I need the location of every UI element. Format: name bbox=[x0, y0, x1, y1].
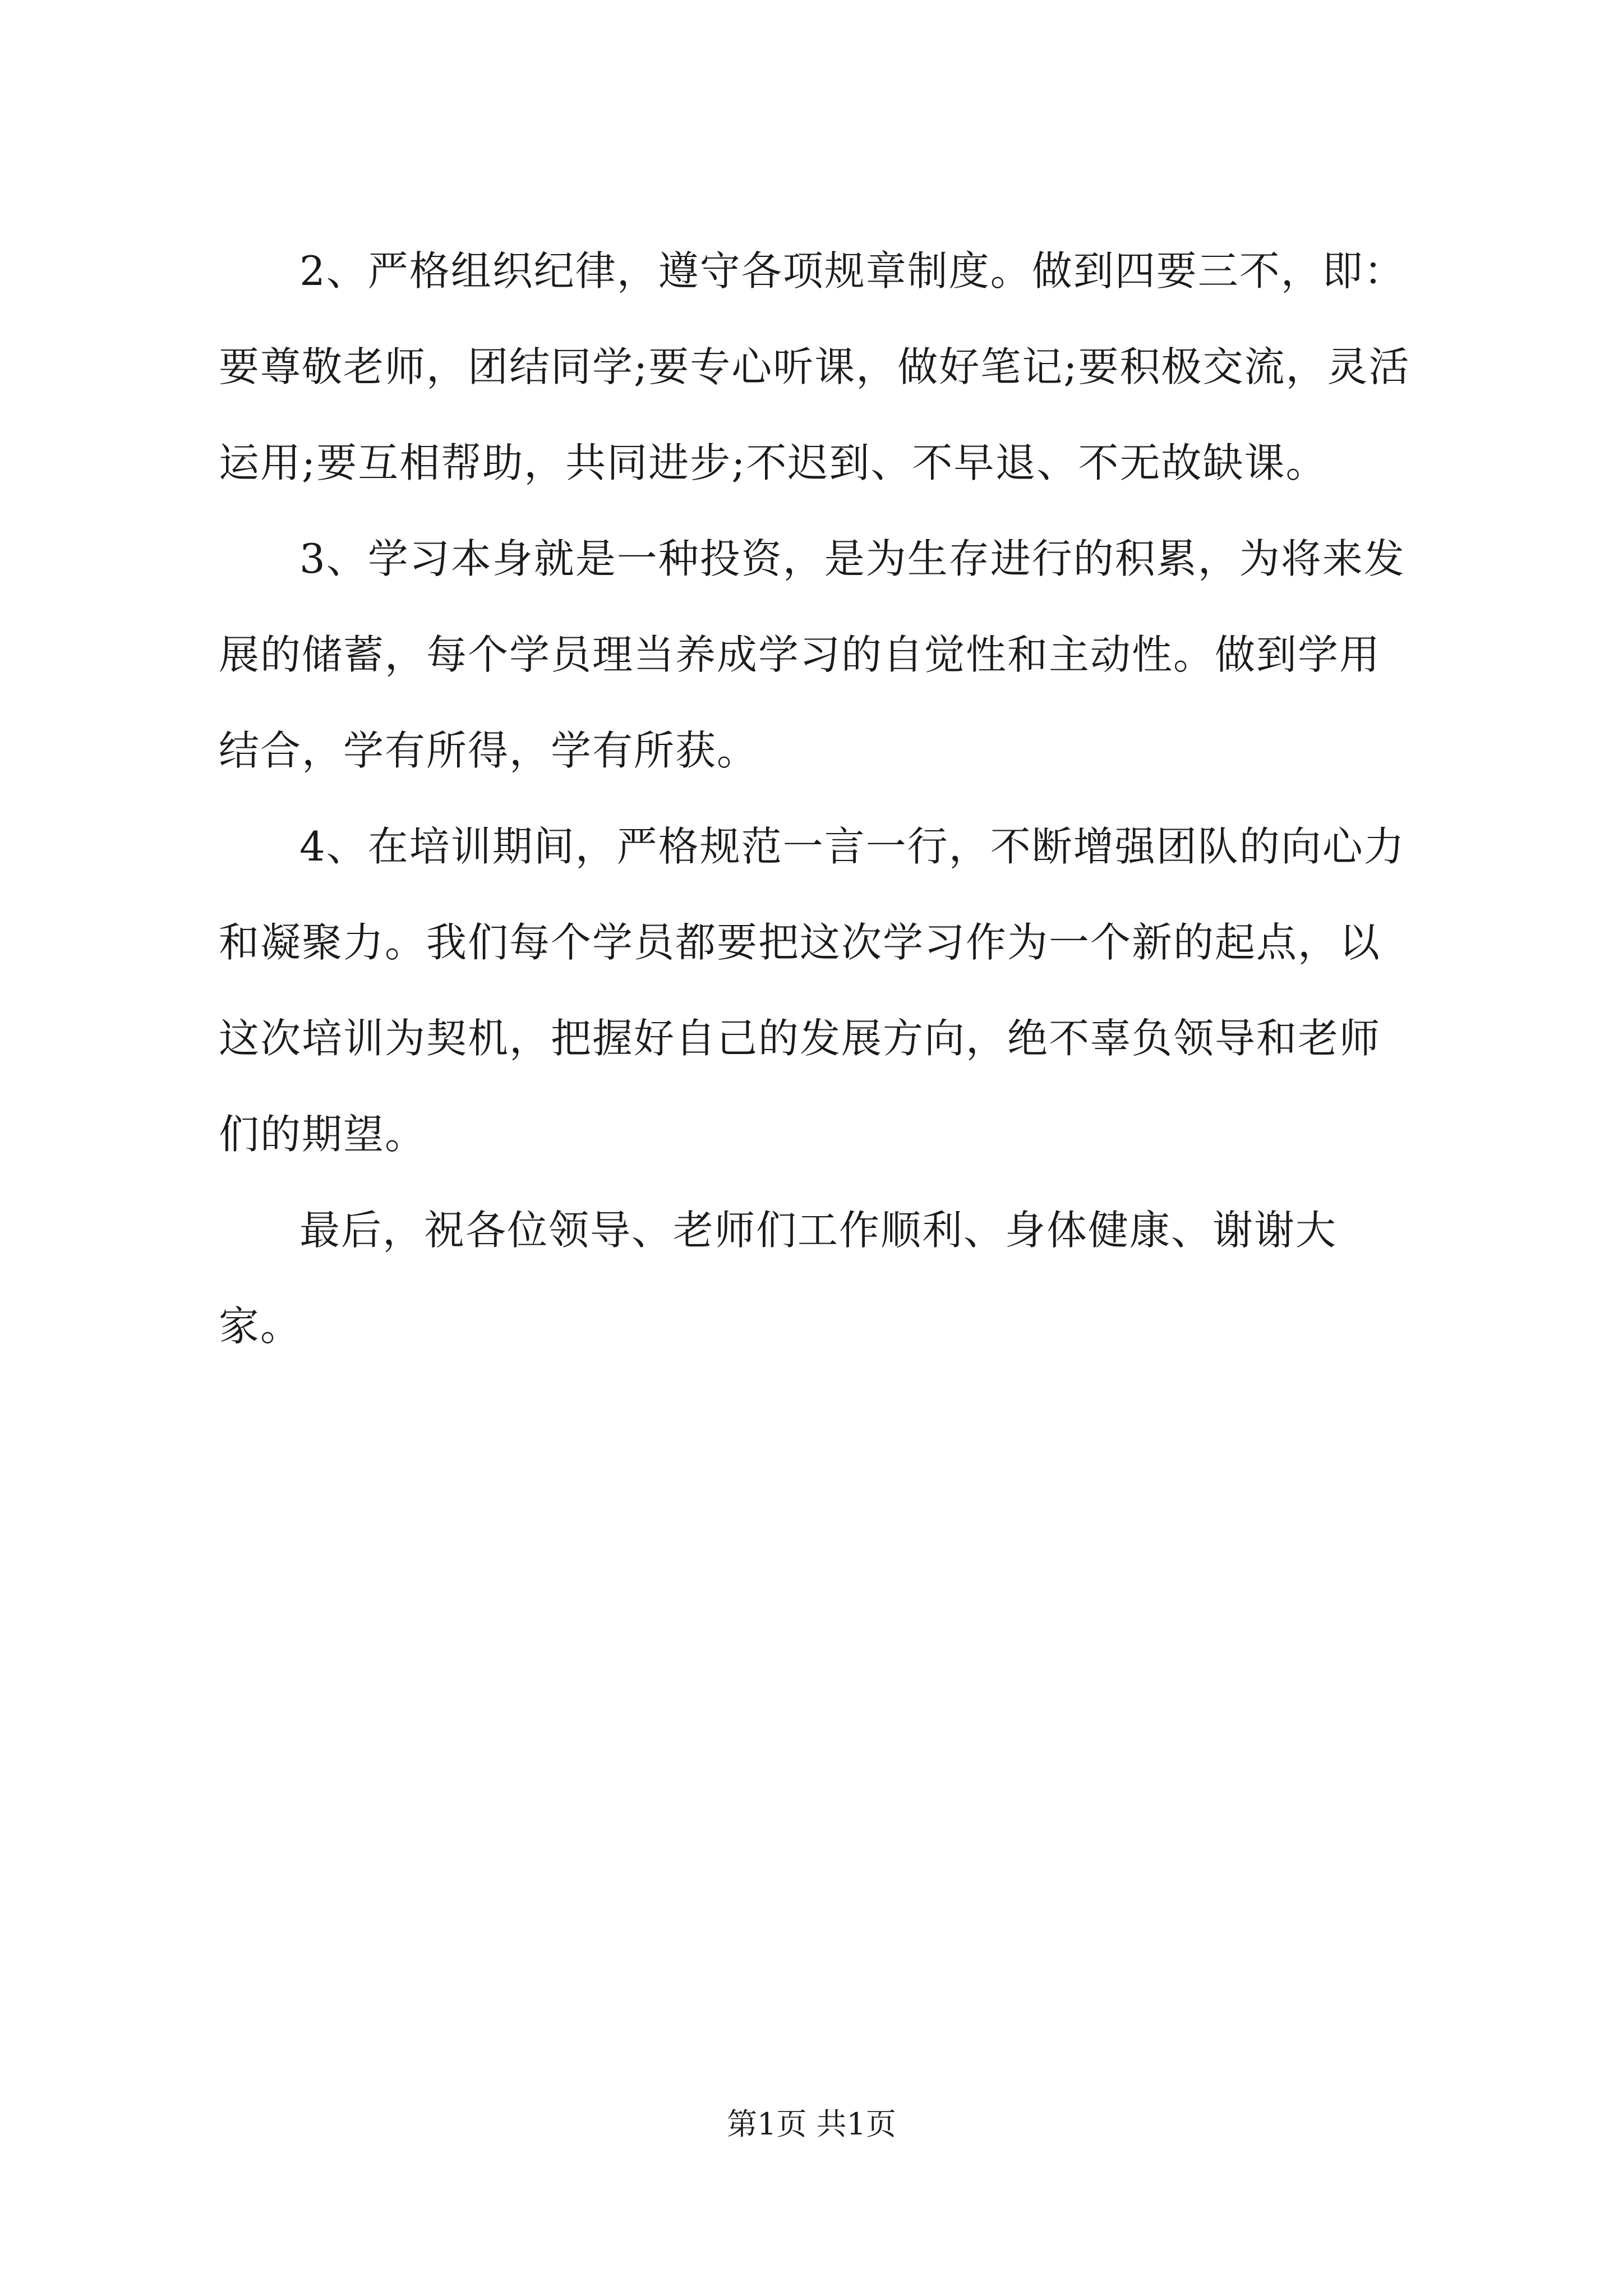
paragraph-rule-2: 2、严格组织纪律，遵守各项规章制度。做到四要三不，即：要尊敬老师，团结同学;要专心听课，做好笔记;要积极交流，灵活运用;要互相帮助，共同进步;不迟到、不早退、不无故缺课。 bbox=[219, 247, 1410, 486]
paragraph-rule-3: 3、学习本身就是一种投资，是为生存进行的积累，为将来发展的储蓄，每个学员理当养成学习的自觉性和主动性。做到学用结合，学有所得，学有所获。 bbox=[219, 535, 1405, 774]
paragraph-rule-4: 4、在培训期间，严格规范一言一行，不断增强团队的向心力和凝聚力。我们每个学员都要把这次学习作为一个新的起点，以这次培训为契机，把握好自己的发展方向，绝不辜负领导和老师们的期望。 bbox=[219, 823, 1405, 1158]
page-footer: 第1页 共1页 bbox=[727, 2106, 896, 2142]
paragraph-closing: 最后，祝各位领导、老师们工作顺利、身体健康、谢谢大家。 bbox=[219, 1207, 1338, 1350]
document-body bbox=[219, 223, 1413, 1374]
